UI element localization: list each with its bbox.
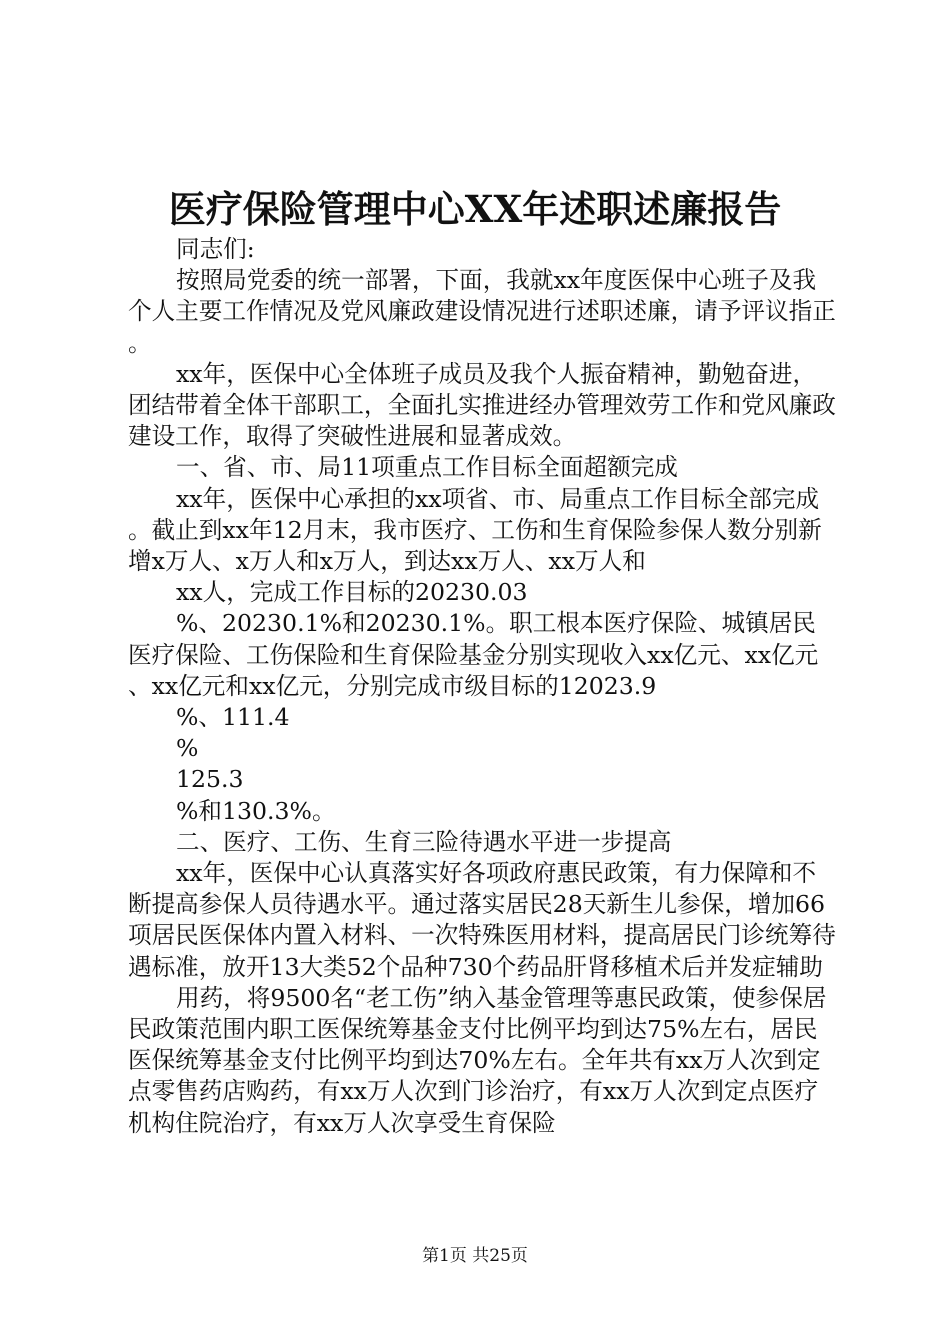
section-heading: 二、医疗、工伤、生育三险待遇水平进一步提高 xyxy=(176,827,672,856)
paragraph: 按照局党委的统一部署，下面，我就xx年度医保中心班子及我个人主要工作情况及党风廉政建设情况进行述职述廉，请予评议指正。 xyxy=(128,266,836,357)
page-footer: 第1页 共25页 xyxy=(422,1246,528,1266)
paragraph: 用药，将9500名“老工伤”纳入基金管理等惠民政策，使参保居民政策范围内职工医保统筹基金支付比例平均到达75%左右，居民医保统筹基金支付比例平均到达70%左右。全年共有xx万人次到定点零售药店购药，有xx万人次到门诊治疗，有xx万人次到定点医疗机构住院治疗，有xx万人次享受生育保险 xyxy=(128,983,827,1137)
document-title: 医疗保险管理中心XX年述职述廉报告 xyxy=(168,187,782,231)
paragraph: %、111.4 xyxy=(176,703,290,732)
paragraph: % xyxy=(176,734,199,763)
section-heading: 一、省、市、局11项重点工作目标全面超额完成 xyxy=(176,453,678,482)
document-body xyxy=(128,234,838,1139)
paragraph: xx年，医保中心认真落实好各项政府惠民政策，有力保障和不断提高参保人员待遇水平。通过落实居民28天新生儿参保，增加66项居民医保体内置入材料、一次特殊医用材料，提高居民门诊统筹待遇标准，放开13大类52个品种730个药品肝肾移植术后并发症辅助 xyxy=(128,859,836,981)
paragraph: %和130.3%。 xyxy=(176,796,336,825)
paragraph: 125.3 xyxy=(176,765,244,794)
paragraph: %、20230.1%和20230.1%。职工根本医疗保险、城镇居民医疗保险、工伤保险和生育保险基金分别实现收入xx亿元、xx亿元、xx亿元和xx亿元，分别完成市级目标的12023.9 xyxy=(128,609,819,700)
salutation: 同志们: xyxy=(176,235,255,263)
paragraph: xx人，完成工作目标的20230.03 xyxy=(176,578,528,607)
paragraph: xx年，医保中心承担的xx项省、市、局重点工作目标全部完成。截止到xx年12月末，我市医疗、工伤和生育保险参保人数分别新增x万人、x万人和x万人，到达xx万人、xx万人和 xyxy=(128,484,822,576)
paragraph: xx年，医保中心全体班子成员及我个人振奋精神，勤勉奋进，团结带着全体干部职工，全面扎实推进经办管理效劳工作和党风廉政建设工作，取得了突破性进展和显著成效。 xyxy=(128,359,836,451)
